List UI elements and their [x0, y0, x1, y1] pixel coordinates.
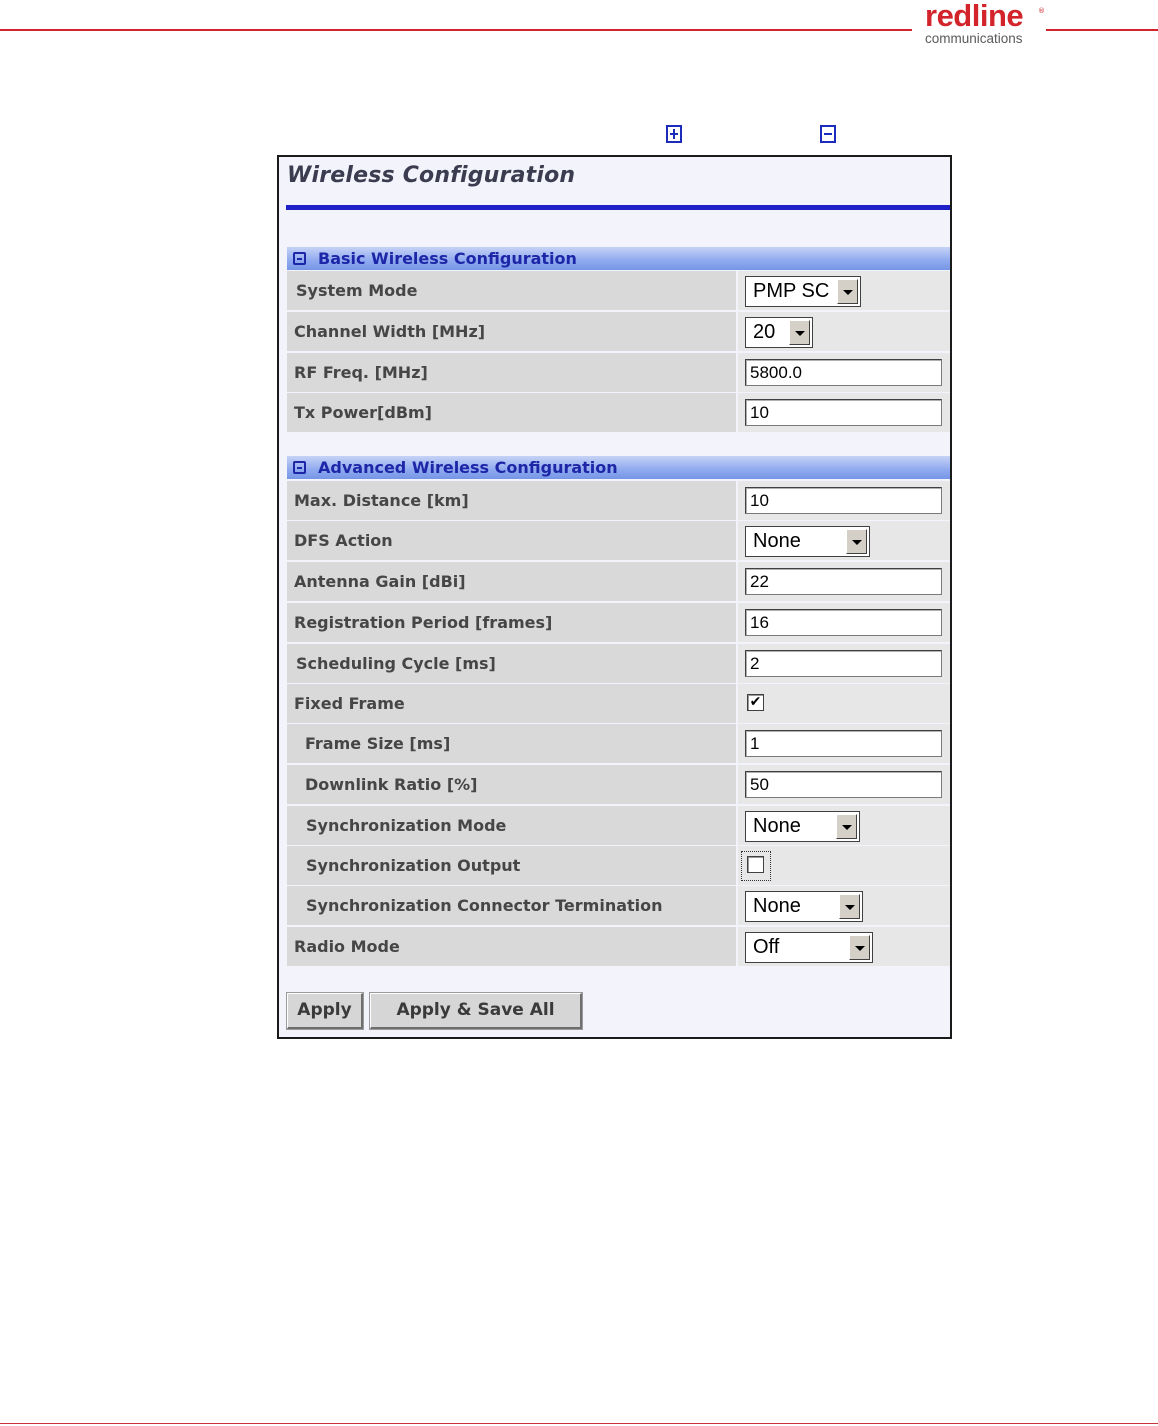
sync-mode-value: None [753, 815, 801, 837]
row-sync-termination [287, 886, 950, 926]
sync-mode-label: Synchronization Mode [287, 806, 736, 845]
fixed-frame-label: Fixed Frame [287, 684, 736, 723]
channel-width-select[interactable] [745, 317, 813, 348]
frame-size-label: Frame Size [ms] [287, 724, 736, 763]
logo-tagline: communications [925, 31, 1023, 46]
row-channel-width [287, 312, 950, 352]
page-title: Wireless Configuration [287, 163, 576, 188]
apply-save-all-button[interactable]: Apply & Save All [370, 993, 582, 1029]
rf-freq-label: RF Freq. [MHz] [287, 353, 736, 392]
system-mode-value: PMP SC [753, 280, 830, 302]
channel-width-label: Channel Width [MHz] [287, 312, 736, 351]
sync-termination-select[interactable] [745, 891, 863, 922]
radio-mode-select[interactable] [745, 932, 873, 963]
row-radio-mode [287, 927, 950, 967]
chevron-down-icon[interactable] [849, 935, 870, 960]
radio-mode-label: Radio Mode [287, 927, 736, 966]
row-sync-output [287, 846, 950, 886]
scheduling-cycle-label: Scheduling Cycle [ms] [287, 644, 736, 683]
row-rf-freq [287, 353, 950, 393]
chevron-down-icon[interactable] [836, 814, 857, 839]
sync-mode-select[interactable] [745, 811, 860, 842]
tx-power-input[interactable]: 10 [745, 399, 942, 426]
max-distance-label: Max. Distance [km] [287, 481, 736, 520]
row-dfs-action [287, 521, 950, 561]
downlink-ratio-label: Downlink Ratio [%] [287, 765, 736, 804]
logo-wordmark: redline [925, 0, 1024, 33]
section-advanced-title: Advanced Wireless Configuration [318, 458, 618, 477]
collapse-icon[interactable] [293, 461, 306, 474]
dfs-action-label: DFS Action [287, 521, 736, 560]
system-mode-select[interactable] [745, 276, 861, 307]
registration-period-input[interactable]: 16 [745, 609, 942, 636]
section-basic-title: Basic Wireless Configuration [318, 249, 577, 268]
sync-termination-value: None [753, 895, 801, 917]
logo-registered-mark: ® [1038, 7, 1045, 15]
rf-freq-input[interactable]: 5800.0 [745, 359, 942, 386]
system-mode-label: System Mode [287, 271, 736, 310]
header-rule-right [1046, 29, 1158, 31]
header-rule-left [0, 29, 912, 31]
collapse-icon[interactable] [293, 252, 306, 265]
channel-width-value: 20 [753, 321, 776, 343]
row-fixed-frame [287, 684, 950, 724]
row-antenna-gain [287, 562, 950, 602]
downlink-ratio-input[interactable]: 50 [745, 771, 942, 798]
max-distance-input[interactable]: 10 [745, 487, 942, 514]
sync-termination-label: Synchronization Connector Termination [287, 886, 736, 925]
chevron-down-icon[interactable] [839, 894, 860, 919]
antenna-gain-label: Antenna Gain [dBi] [287, 562, 736, 601]
registration-period-label: Registration Period [frames] [287, 603, 736, 642]
antenna-gain-input[interactable]: 22 [745, 568, 942, 595]
row-sync-mode [287, 806, 950, 846]
redline-logo [922, 0, 1046, 50]
row-max-distance [287, 481, 950, 521]
chevron-down-icon[interactable] [837, 279, 858, 304]
chevron-down-icon[interactable] [846, 529, 867, 554]
tx-power-label: Tx Power[dBm] [287, 393, 736, 432]
fixed-frame-checkbox[interactable]: ✔ [747, 694, 764, 711]
row-frame-size [287, 724, 950, 764]
row-registration-period [287, 603, 950, 643]
minus-box-icon [820, 125, 836, 143]
section-basic-wireless[interactable] [287, 247, 950, 270]
row-downlink-ratio [287, 765, 950, 805]
title-divider [286, 205, 950, 210]
scheduling-cycle-input[interactable]: 2 [745, 650, 942, 677]
radio-mode-value: Off [753, 936, 780, 958]
row-system-mode [287, 271, 950, 311]
plus-box-icon [666, 125, 682, 143]
section-advanced-wireless[interactable] [287, 456, 950, 479]
footer-rule [0, 1423, 1158, 1424]
apply-button[interactable]: Apply [287, 993, 363, 1029]
row-tx-power [287, 393, 950, 433]
chevron-down-icon[interactable] [789, 320, 810, 345]
wireless-configuration-panel [277, 155, 952, 1039]
dfs-action-select[interactable] [745, 526, 870, 557]
sync-output-label: Synchronization Output [287, 846, 736, 885]
dfs-action-value: None [753, 530, 801, 552]
row-scheduling-cycle [287, 644, 950, 684]
sync-output-checkbox[interactable] [747, 856, 764, 873]
frame-size-input[interactable]: 1 [745, 730, 942, 757]
